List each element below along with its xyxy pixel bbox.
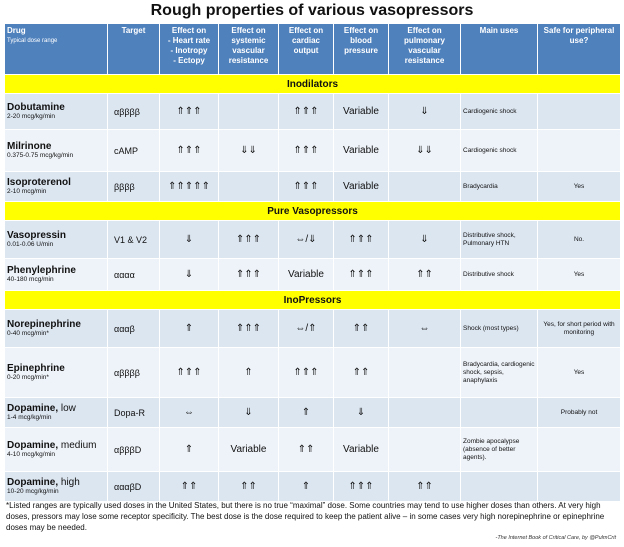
- target-cell: Dopa-R: [108, 398, 160, 428]
- drug-dose: 0-40 mcg/min*: [7, 330, 49, 337]
- safe-cell: Yes, for short period with monitoring: [538, 310, 621, 348]
- uses-cell: Bradycardia, cardiogenic shock, sepsis, anaphylaxis: [461, 348, 538, 398]
- svr-cell: ⇑⇑⇑: [219, 221, 279, 259]
- header-pvr: Effect on pulmonary vascular resistance: [389, 24, 461, 75]
- bp-cell: ⇑⇑⇑: [334, 259, 389, 291]
- drug-dose: 40-180 mcg/min: [7, 276, 54, 283]
- svr-cell: ⇑⇑⇑: [219, 310, 279, 348]
- hr-cell: ⇑⇑⇑: [160, 94, 219, 130]
- vasopressor-table: [4, 23, 621, 502]
- drug-dose: 4-10 mcg/kg/min: [7, 451, 56, 458]
- bp-cell: Variable: [334, 94, 389, 130]
- uses-cell: Distributive shock, Pulmonary HTN: [461, 221, 538, 259]
- safe-cell: [538, 428, 621, 472]
- pvr-cell: ⇔: [389, 310, 461, 348]
- drug-cell: [5, 172, 108, 202]
- drug-dose: 2-20 mcg/kg/min: [7, 113, 56, 120]
- bp-cell: Variable: [334, 428, 389, 472]
- svr-cell: ⇑⇑: [219, 472, 279, 502]
- hr-cell: ⇑⇑⇑: [160, 130, 219, 172]
- uses-cell: Cardiogenic shock: [461, 94, 538, 130]
- drug-level: low: [58, 403, 76, 414]
- bp-cell: ⇓: [334, 398, 389, 428]
- target-cell: αββββ: [108, 94, 160, 130]
- bp-cell: Variable: [334, 130, 389, 172]
- header-heart-rate: [160, 24, 219, 75]
- section-pure-vasopressors: Pure Vasopressors: [5, 202, 621, 221]
- drug-name: Milrinone: [7, 141, 52, 152]
- safe-cell: Yes: [538, 172, 621, 202]
- header-hr-line1: Effect on: [171, 26, 207, 35]
- uses-cell: Zombie apocalypse (absence of better agents).: [461, 428, 538, 472]
- drug-name: Dopamine,: [7, 440, 59, 451]
- safe-cell: No.: [538, 221, 621, 259]
- header-target: Target: [108, 24, 160, 75]
- safe-cell: [538, 130, 621, 172]
- target-cell: V1 & V2: [108, 221, 160, 259]
- pvr-cell: [389, 172, 461, 202]
- co-cell: Variable: [279, 259, 334, 291]
- svr-cell: ⇑⇑⇑: [219, 259, 279, 291]
- drug-name: Dopamine,: [7, 477, 59, 488]
- drug-cell: [5, 472, 108, 502]
- pvr-cell: ⇓: [389, 94, 461, 130]
- co-cell: ⇑⇑⇑: [279, 348, 334, 398]
- section-row: [5, 202, 621, 221]
- hr-cell: ⇓: [160, 259, 219, 291]
- drug-name: Epinephrine: [7, 363, 65, 374]
- section-row: [5, 291, 621, 310]
- svr-cell: ⇑: [219, 348, 279, 398]
- bp-cell: ⇑⇑⇑: [334, 472, 389, 502]
- pvr-cell: ⇑⇑: [389, 259, 461, 291]
- target-cell: αααβD: [108, 472, 160, 502]
- drug-name: Isoproterenol: [7, 177, 71, 188]
- footnote: *Listed ranges are typically used doses in the United States, but there is no true “maximal” dose. Some countries may tend to use higher doses than others. At very high doses, pressors may lose some receptor specificity. The best dose is the dose required to keep the patient alive – in some cases very high norepinephrine or epinephrine doses may be needed.: [6, 501, 605, 532]
- pvr-cell: [389, 398, 461, 428]
- drug-dose: 0.375-0.75 mcg/kg/min: [7, 152, 74, 159]
- table-row: [5, 259, 621, 291]
- pvr-cell: ⇑⇑: [389, 472, 461, 502]
- svr-cell: [219, 94, 279, 130]
- uses-cell: Distributive shock: [461, 259, 538, 291]
- drug-name: Phenylephrine: [7, 265, 76, 276]
- svr-cell: [219, 172, 279, 202]
- table-row: [5, 428, 621, 472]
- header-row: [5, 24, 621, 75]
- section-inopressors: InoPressors: [5, 291, 621, 310]
- hr-cell: ⇑⇑⇑: [160, 348, 219, 398]
- co-cell: ⇑: [279, 398, 334, 428]
- section-inodilators: Inodilators: [5, 75, 621, 94]
- table-row: [5, 398, 621, 428]
- table-row: [5, 348, 621, 398]
- uses-cell: [461, 398, 538, 428]
- header-svr: Effect on systemic vascular resistance: [219, 24, 279, 75]
- hr-cell: ⇑: [160, 310, 219, 348]
- svr-cell: ⇓⇓: [219, 130, 279, 172]
- safe-cell: [538, 94, 621, 130]
- table-row: [5, 472, 621, 502]
- header-safe-peripheral: Safe for peripheral use?: [538, 24, 621, 75]
- uses-cell: Cardiogenic shock: [461, 130, 538, 172]
- target-cell: αααβ: [108, 310, 160, 348]
- drug-cell: [5, 94, 108, 130]
- drug-cell: [5, 398, 108, 428]
- drug-name: Vasopressin: [7, 230, 66, 241]
- credit: -The Internet Book of Critical Care, by @PulmCrit: [495, 535, 616, 541]
- co-cell: ⇑⇑: [279, 428, 334, 472]
- target-cell: ββββ: [108, 172, 160, 202]
- hr-cell: ⇑⇑: [160, 472, 219, 502]
- bp-cell: ⇑⇑⇑: [334, 221, 389, 259]
- drug-dose: 1-4 mcg/kg/min: [7, 414, 52, 421]
- header-drug: [5, 24, 108, 75]
- target-cell: αααα: [108, 259, 160, 291]
- header-dose-range: Typical dose range: [7, 38, 58, 44]
- section-row: [5, 75, 621, 94]
- header-hr-line2: - Heart rate: [167, 36, 211, 45]
- table-row: [5, 221, 621, 259]
- hr-cell: ⇑⇑⇑⇑⇑: [160, 172, 219, 202]
- hr-cell: ⇓: [160, 221, 219, 259]
- drug-level: medium: [58, 440, 97, 451]
- target-cell: αββββ: [108, 348, 160, 398]
- svr-cell: Variable: [219, 428, 279, 472]
- drug-cell: [5, 428, 108, 472]
- co-cell: ⇑⇑⇑: [279, 94, 334, 130]
- drug-dose: 10-20 mcg/kg/min: [7, 488, 59, 495]
- safe-cell: [538, 472, 621, 502]
- table-row: [5, 310, 621, 348]
- pvr-cell: [389, 348, 461, 398]
- drug-cell: [5, 310, 108, 348]
- safe-cell: Probably not: [538, 398, 621, 428]
- bp-cell: ⇑⇑: [334, 310, 389, 348]
- co-cell: ⇑⇑⇑: [279, 172, 334, 202]
- co-cell: ⇑⇑⇑: [279, 130, 334, 172]
- header-hr-line4: - Ectopy: [173, 56, 205, 65]
- bp-cell: ⇑⇑: [334, 348, 389, 398]
- target-cell: αβββD: [108, 428, 160, 472]
- co-cell: ⇔/⇑: [279, 310, 334, 348]
- header-blood-pressure: Effect on blood pressure: [334, 24, 389, 75]
- pvr-cell: ⇓: [389, 221, 461, 259]
- table-row: [5, 94, 621, 130]
- uses-cell: Shock (most types): [461, 310, 538, 348]
- pvr-cell: ⇓⇓: [389, 130, 461, 172]
- pvr-cell: [389, 428, 461, 472]
- drug-name: Dobutamine: [7, 102, 65, 113]
- bp-cell: Variable: [334, 172, 389, 202]
- hr-cell: ⇑: [160, 428, 219, 472]
- drug-dose: 2-10 mcg/min: [7, 188, 47, 195]
- drug-level: high: [58, 477, 80, 488]
- header-hr-line3: - Inotropy: [170, 46, 208, 55]
- drug-name: Dopamine,: [7, 403, 59, 414]
- hr-cell: ⇔: [160, 398, 219, 428]
- header-main-uses: Main uses: [461, 24, 538, 75]
- table-row: [5, 130, 621, 172]
- co-cell: ⇑: [279, 472, 334, 502]
- table-row: [5, 172, 621, 202]
- uses-cell: [461, 472, 538, 502]
- header-cardiac-output: Effect on cardiac output: [279, 24, 334, 75]
- safe-cell: Yes: [538, 259, 621, 291]
- drug-cell: [5, 259, 108, 291]
- safe-cell: Yes: [538, 348, 621, 398]
- drug-dose: 0-20 mcg/min*: [7, 374, 49, 381]
- uses-cell: Bradycardia: [461, 172, 538, 202]
- co-cell: ⇔/⇓: [279, 221, 334, 259]
- drug-name: Norepinephrine: [7, 319, 81, 330]
- page-title: Rough properties of various vasopressors: [150, 2, 474, 19]
- drug-cell: [5, 348, 108, 398]
- svr-cell: ⇓: [219, 398, 279, 428]
- drug-dose: 0.01-0.06 U/min: [7, 241, 54, 248]
- header-drug-label: Drug: [7, 26, 26, 35]
- drug-cell: [5, 221, 108, 259]
- drug-cell: [5, 130, 108, 172]
- target-cell: cAMP: [108, 130, 160, 172]
